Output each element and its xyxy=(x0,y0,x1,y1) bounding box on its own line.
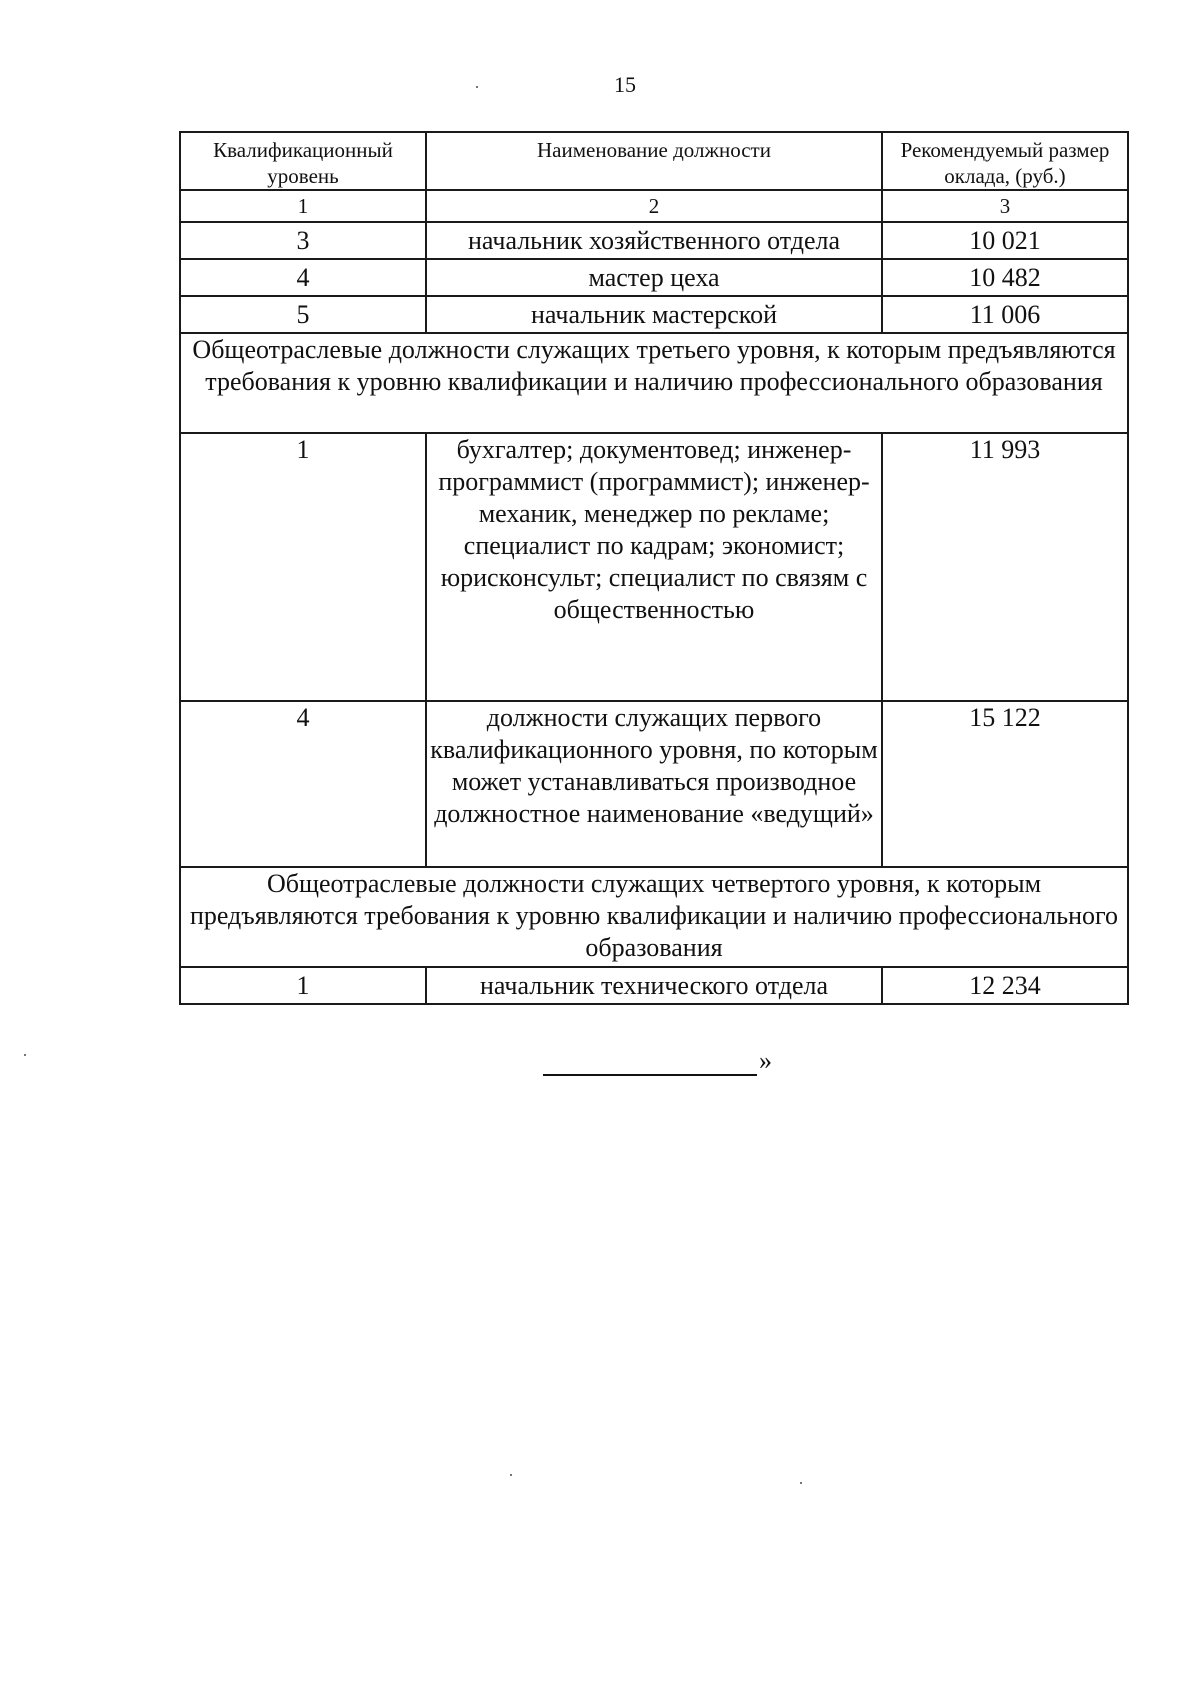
position-cell: бухгалтер; документовед; инженер-программист (программист); инженер-механик, менеджер по рекламе; специалист по кадрам; экономист; юрисконсульт; специалист по связям с общественностью xyxy=(426,433,882,701)
group-heading-row xyxy=(180,333,1128,433)
level-cell: 5 xyxy=(180,296,426,333)
column-number-row xyxy=(180,190,1128,222)
table-row xyxy=(180,222,1128,259)
header-position-name: Наименование должности xyxy=(426,132,882,190)
level-cell: 1 xyxy=(180,433,426,701)
column-number: 2 xyxy=(426,190,882,222)
page-number: 15 xyxy=(614,72,636,97)
closing-line xyxy=(543,1046,772,1076)
column-number: 1 xyxy=(180,190,426,222)
header-salary: Рекомендуемый размер оклада, (руб.) xyxy=(882,132,1128,190)
column-number: 3 xyxy=(882,190,1128,222)
table-row xyxy=(180,967,1128,1004)
scan-speck xyxy=(800,1482,802,1484)
level-cell: 1 xyxy=(180,967,426,1004)
table-header-row xyxy=(180,132,1128,190)
position-cell: мастер цеха xyxy=(426,259,882,296)
table-row xyxy=(180,296,1128,333)
salary-cell: 10 482 xyxy=(882,259,1128,296)
salary-table xyxy=(179,131,1129,1005)
salary-cell: 12 234 xyxy=(882,967,1128,1004)
salary-cell: 11 993 xyxy=(882,433,1128,701)
level-cell: 4 xyxy=(180,701,426,867)
closing-quote-mark: » xyxy=(759,1046,772,1075)
table-row xyxy=(180,433,1128,701)
scan-speck xyxy=(476,86,478,88)
group-heading-third-level: Общеотраслевые должности служащих третьего уровня, к которым предъявляются требования к уровню квалификации и наличию профессионального образования xyxy=(180,333,1128,433)
position-cell: начальник хозяйственного отдела xyxy=(426,222,882,259)
scan-speck xyxy=(510,1474,512,1476)
level-cell: 4 xyxy=(180,259,426,296)
table-row xyxy=(180,701,1128,867)
header-qualification-level: Квалификационный уровень xyxy=(180,132,426,190)
level-cell: 3 xyxy=(180,222,426,259)
salary-cell: 10 021 xyxy=(882,222,1128,259)
scan-speck xyxy=(24,1054,26,1056)
salary-cell: 15 122 xyxy=(882,701,1128,867)
position-cell: начальник мастерской xyxy=(426,296,882,333)
group-heading-row xyxy=(180,867,1128,967)
position-cell: должности служащих первого квалификационного уровня, по которым может устанавливаться производное должностное наименование «ведущий» xyxy=(426,701,882,867)
group-heading-fourth-level: Общеотраслевые должности служащих четвертого уровня, к которым предъявляются требования к уровню квалификации и наличию профессионального образования xyxy=(180,867,1128,967)
closing-underline xyxy=(543,1048,757,1076)
table-row xyxy=(180,259,1128,296)
salary-cell: 11 006 xyxy=(882,296,1128,333)
position-cell: начальник технического отдела xyxy=(426,967,882,1004)
